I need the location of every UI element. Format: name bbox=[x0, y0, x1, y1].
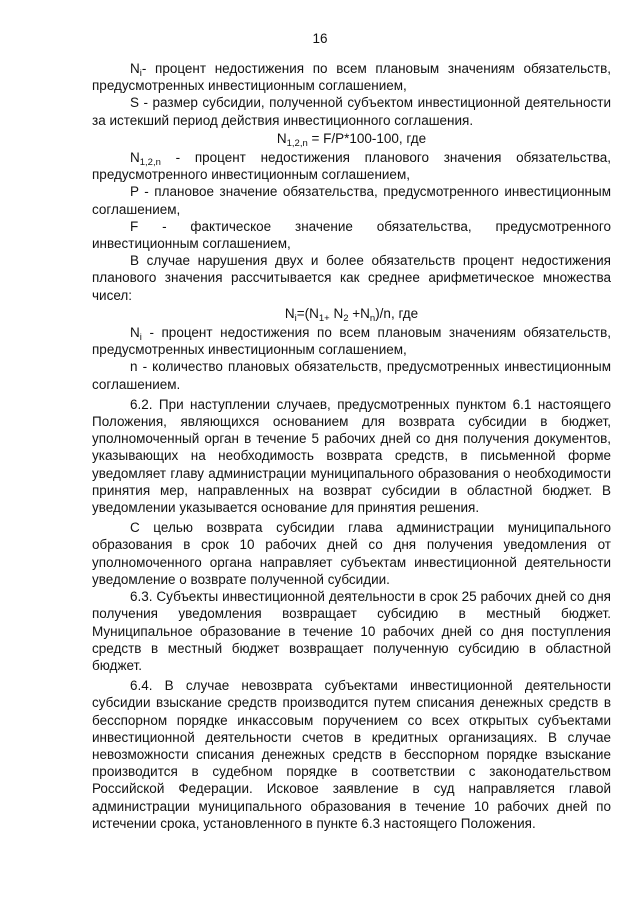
definition-n12n bbox=[92, 149, 611, 183]
formula-subscript: n bbox=[369, 312, 376, 324]
formula-symbol: N bbox=[276, 130, 287, 146]
definition-s: S - размер субсидии, полученной субъектом инвестиционной деятельности за истекший период действия инвестиционного соглашения. bbox=[92, 95, 611, 128]
definition-f: F - фактическое значение обязательства, предусмотренного инвестиционным соглашением, bbox=[92, 218, 611, 252]
document-body bbox=[92, 60, 611, 832]
formula-ni-average bbox=[92, 304, 611, 324]
paragraph-6-2: 6.2. При наступлении случаев, предусмотренных пунктом 6.1 настоящего Положения, являющихся основанием для возврата субсидии в бюджет, уполномоченный орган в течение 5 рабочих дней со дня получения документов, указывающих на необходимость возврата средств, в письменной форме уведомляет главу администрации муниципального образования о необходимости принятия мер, направленных на возврат субсидии в областной бюджет. В уведомлении указывается основание для принятия решения. bbox=[92, 396, 611, 516]
definition-ni-repeat bbox=[92, 324, 611, 358]
formula-part: N bbox=[329, 305, 344, 321]
symbol-n: N bbox=[130, 61, 140, 76]
paragraph-6-4: 6.4. В случае невозврата субъектами инвестиционной деятельности субсидии взыскание средств производится путем списания денежных средств в бесспорном порядке инкассовым поручением со всех открытых субъектами инвестиционной деятельности счетов в кредитных организациях. В случае невозможности списания денежных средств в бесспорном порядке взыскание производится в судебном порядке в соответствии с законодательством Российской Федерации. Исковое заявление в суд направляется главой администрации муниципального образования в течение 10 рабочих дней по истечении срока, установленного в пункте 6.3 настоящего Положения. bbox=[92, 678, 611, 831]
symbol-n: N bbox=[130, 150, 140, 166]
paragraph-6-2-return: С целью возврата субсидии глава администрации муниципального образования в срок 10 рабочих дней со дня получения уведомления от уполномоченного органа направляет субъектам инвестиционной деятельности уведомление о возврате полученной субсидии. bbox=[92, 520, 611, 587]
formula-part: =(N bbox=[296, 305, 319, 321]
symbol-n: N bbox=[130, 325, 140, 341]
formula-part: +N bbox=[348, 305, 370, 321]
subscript-i: i bbox=[139, 332, 142, 344]
paragraph-average-rule: В случае нарушения двух и более обязательств процент недостижения планового значения рассчитывается как среднее арифметическое множества чисел: bbox=[92, 253, 611, 303]
subscript-12n: 1,2,n bbox=[139, 157, 161, 169]
formula-part: N bbox=[284, 305, 295, 321]
definition-p: P - плановое значение обязательства, предусмотренного инвестиционным соглашением, bbox=[92, 184, 611, 217]
formula-subscript: 1,2,n bbox=[286, 137, 308, 149]
paragraph-6-3: 6.3. Субъекты инвестиционной деятельности в срок 25 рабочих дней со дня получения уведомления возвращает субсидию в местный бюджет. Муниципальное образование в течение 10 рабочих дней со дня поступления средств в местный бюджет возвращает полученную субсидию в областной бюджет. bbox=[92, 589, 611, 673]
formula-subscript: 1+ bbox=[318, 312, 330, 324]
formula-expression: = F/P*100-100, где bbox=[307, 130, 427, 146]
definition-text: - процент недостижения планового значения обязательства, предусмотренного инвестиционным соглашением, bbox=[92, 150, 611, 183]
definition-ni bbox=[92, 60, 611, 94]
page-number: 16 bbox=[312, 31, 328, 46]
formula-subscript: i bbox=[294, 312, 297, 324]
formula-part: )/n, где bbox=[375, 305, 419, 321]
formula-n12n bbox=[92, 129, 611, 149]
subscript-i: i bbox=[139, 68, 142, 79]
formula-subscript: 2 bbox=[343, 312, 349, 324]
definition-text: - процент недостижения по всем плановым значениям обязательств, предусмотренных инвестиционным соглашением, bbox=[92, 325, 611, 358]
definition-n-count: n - количество плановых обязательств, предусмотренных инвестиционным соглашением. bbox=[92, 359, 611, 392]
definition-text: - процент недостижения по всем плановым значениям обязательств, предусмотренных инвестиционным соглашением, bbox=[92, 61, 611, 94]
